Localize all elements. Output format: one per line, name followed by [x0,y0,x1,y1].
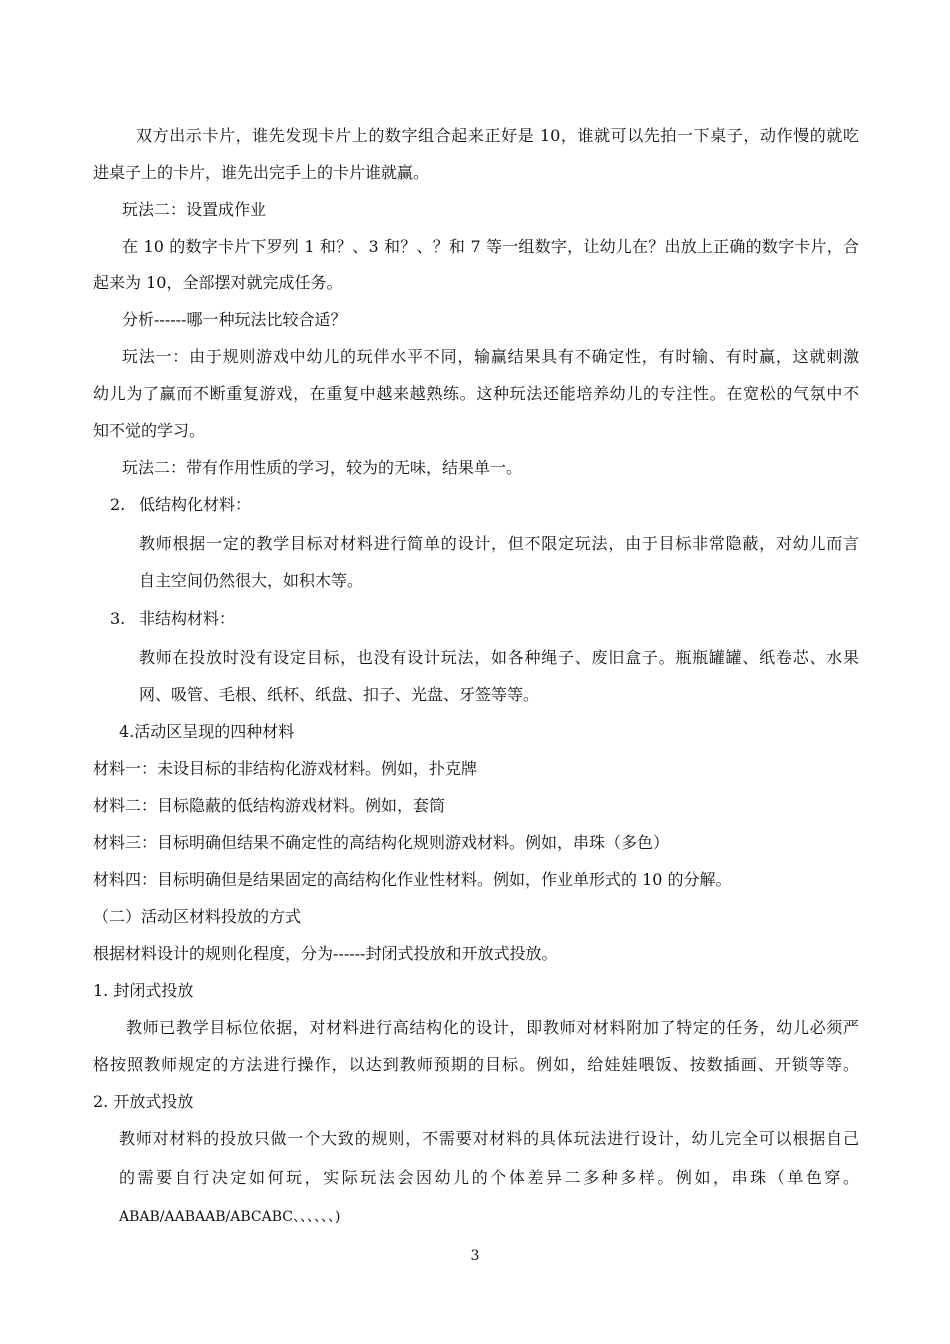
paragraph-line: 进桌子上的卡片，谁先出完手上的卡片谁就赢。 [93,163,430,182]
section-heading: 2. 开放式投放 [93,1092,194,1111]
material-item: 材料二：目标隐蔽的低结构游戏材料。例如，套筒 [93,796,446,815]
paragraph-line: 知不觉的学习。 [93,421,206,440]
material-item: 材料三：目标明确但结果不确定性的高结构化规则游戏材料。例如，串珠（多色） [93,833,670,852]
section-heading: （二）活动区材料投放的方式 [93,907,302,926]
paragraph-line: 教师对材料的投放只做一个大致的规则，不需要对材料的具体玩法进行设计，幼儿完全可以根据自己 [119,1129,859,1148]
list-number: 2. [110,495,126,514]
paragraph-line: 玩法二：带有作用性质的学习，较为的无味，结果单一。 [122,458,523,477]
paragraph-line: 在 10 的数字卡片下罗列 1 和？、3 和？、？和 7 等一组数字，让幼儿在？出放上正确的数字卡片，合 [122,237,859,256]
list-number: 3. [110,609,126,628]
page-number: 3 [470,1248,480,1264]
paragraph-line: 双方出示卡片，谁先发现卡片上的数字组合起来正好是 10，谁就可以先拍一下桌子，动作慢的就吃 [136,126,859,145]
paragraph-line: 自主空间仍然很大，如积木等。 [139,571,364,590]
paragraph-line: 根据材料设计的规则化程度，分为------封闭式投放和开放式投放。 [93,944,558,963]
paragraph-line: 幼儿为了赢而不断重复游戏，在重复中越来越熟练。这种玩法还能培养幼儿的专注性。在宽松的气氛中不 [93,384,859,403]
paragraph-line: ABAB/AABAAB/ABCABC、、、、、、) [119,1209,341,1225]
list-item-title: 非结构材料： [139,609,236,628]
paragraph-line: 教师根据一定的教学目标对材料进行简单的设计，但不限定玩法，由于目标非常隐蔽，对幼儿而言 [139,534,859,553]
section-heading: 4.活动区呈现的四种材料 [119,722,295,741]
material-item: 材料一：未设目标的非结构化游戏材料。例如，扑克牌 [93,759,478,778]
paragraph-line: 起来为 10，全部摆对就完成任务。 [93,273,343,292]
section-heading: 1. 封闭式投放 [93,981,194,1000]
material-item: 材料四：目标明确但是结果固定的高结构化作业性材料。例如，作业单形式的 10 的分解。 [93,870,732,889]
paragraph-line: 教师在投放时没有设定目标，也没有设计玩法，如各种绳子、废旧盒子。瓶瓶罐罐、纸卷芯、水果 [139,648,859,667]
section-heading: 玩法二：设置成作业 [122,200,267,219]
list-item-title: 低结构化材料： [139,495,252,514]
paragraph-line: 玩法一：由于规则游戏中幼儿的玩伴水平不同，输赢结果具有不确定性，有时输、有时赢，这就刺激 [122,347,859,366]
paragraph-line: 网、吸管、毛根、纸杯、纸盘、扣子、光盘、牙签等等。 [139,685,540,704]
paragraph-line: 的需要自行决定如何玩，实际玩法会因幼儿的个体差异二多种多样。例如，串珠（单色穿。 [119,1168,859,1187]
paragraph-line: 教师已教学目标位依据，对材料进行高结构化的设计，即教师对材料附加了特定的任务，幼儿必须严 [126,1018,859,1037]
section-heading: 分析------哪一种玩法比较合适？ [122,310,347,329]
paragraph-line: 格按照教师规定的方法进行操作，以达到教师预期的目标。例如，给娃娃喂饭、按数插画、开锁等等。 [93,1055,859,1074]
